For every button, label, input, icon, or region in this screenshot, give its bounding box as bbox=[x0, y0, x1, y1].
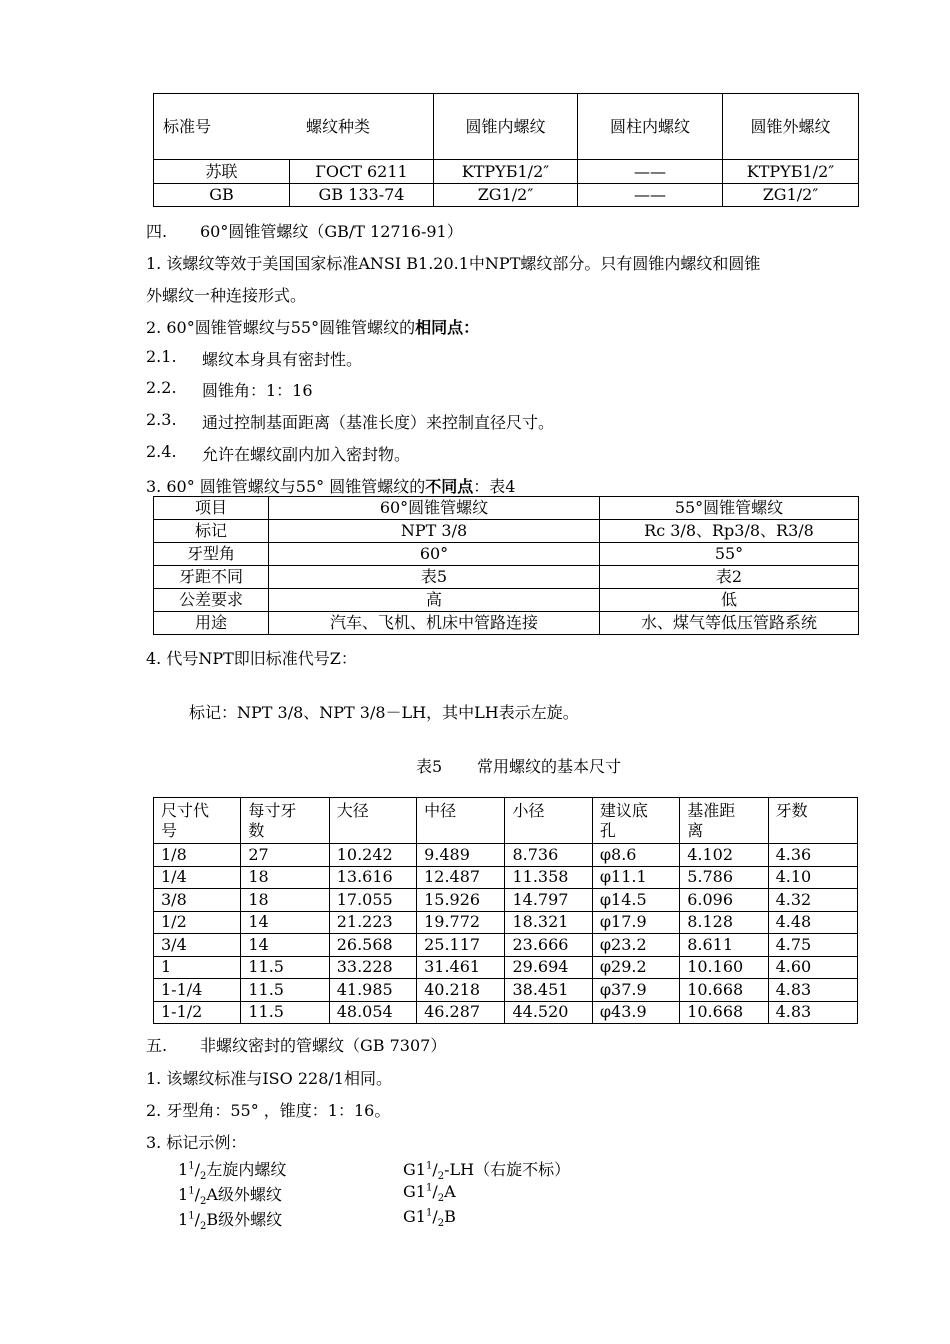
frac-den: 2 bbox=[199, 1221, 207, 1233]
table5-caption: 常用螺纹的基本尺寸 bbox=[477, 757, 622, 776]
table-cell: 4.83 bbox=[768, 979, 857, 1002]
table-cell: 4.75 bbox=[768, 934, 857, 957]
header-line: 牙数 bbox=[775, 801, 808, 820]
header-cell bbox=[154, 94, 434, 160]
table-cell: 牙距不同 bbox=[154, 566, 269, 589]
table-cell: 60° bbox=[269, 543, 600, 566]
code-post: -LH（右旋不标） bbox=[444, 1160, 571, 1179]
table-cell: 牙型角 bbox=[154, 543, 269, 566]
dimensions-table bbox=[153, 797, 858, 1024]
table-cell: 4.60 bbox=[768, 956, 857, 979]
table-cell: 公差要求 bbox=[154, 589, 269, 612]
section4-heading-num: 四. bbox=[146, 222, 168, 241]
table-cell: 10.160 bbox=[680, 956, 768, 979]
table-cell: 26.568 bbox=[329, 934, 416, 957]
example-label: $1^1/_2$左旋内螺纹 bbox=[178, 1160, 287, 1183]
section4-p4: 4. 代号NPT即旧标准代号Z： bbox=[146, 649, 357, 668]
table-cell: 15.926 bbox=[417, 889, 505, 912]
item-num: 2.4. bbox=[146, 442, 177, 461]
table-cell: 10.668 bbox=[680, 1001, 768, 1024]
frac-whole: 1 bbox=[178, 1185, 189, 1204]
example-desc: 左旋内螺纹 bbox=[206, 1160, 287, 1179]
header-line: 小径 bbox=[512, 801, 545, 820]
table-cell: 表2 bbox=[600, 566, 859, 589]
comparison-table bbox=[153, 496, 859, 635]
code-num: 1 bbox=[425, 1182, 433, 1194]
header-cell: 55°圆锥管螺纹 bbox=[600, 497, 859, 520]
table-cell: KTPYБ1/2″ bbox=[723, 160, 859, 184]
table-row bbox=[154, 889, 858, 912]
table-cell: 标记 bbox=[154, 520, 269, 543]
table-cell: 9.489 bbox=[417, 844, 505, 867]
section5-p3: 3. 标记示例： bbox=[146, 1133, 247, 1152]
table-row bbox=[154, 1001, 858, 1024]
code-post: A bbox=[444, 1182, 456, 1201]
item-text: 螺纹本身具有密封性。 bbox=[202, 350, 363, 369]
standards-table bbox=[153, 93, 859, 207]
item-num: 2.1. bbox=[146, 347, 177, 366]
example-label: $1^1/_2A$级外螺纹 bbox=[178, 1185, 282, 1208]
table-row bbox=[154, 956, 858, 979]
section4-p2 bbox=[146, 315, 479, 338]
frac-whole: 1 bbox=[178, 1210, 189, 1229]
table-cell: 18 bbox=[241, 889, 329, 912]
table-cell: 11.358 bbox=[505, 866, 592, 889]
header-line: 每寸牙 bbox=[248, 801, 297, 820]
header-line: 中径 bbox=[424, 801, 457, 820]
header-line: 基准距 bbox=[687, 801, 736, 820]
example-code: $G1^1/_2B$ bbox=[403, 1207, 456, 1230]
table-cell: 19.772 bbox=[417, 911, 505, 934]
header-cell bbox=[505, 798, 592, 844]
header-line: 大径 bbox=[336, 801, 369, 820]
table-cell: 40.218 bbox=[417, 979, 505, 1002]
table-cell: 25.117 bbox=[417, 934, 505, 957]
table-cell: 4.102 bbox=[680, 844, 768, 867]
table-cell: φ37.9 bbox=[592, 979, 679, 1002]
table-cell: φ23.2 bbox=[592, 934, 679, 957]
p3-text: 3. 60° 圆锥管螺纹与55° 圆锥管螺纹的 bbox=[146, 477, 426, 496]
frac-num: 1 bbox=[188, 1185, 195, 1197]
table-cell: ZG1/2″ bbox=[434, 184, 578, 207]
table-cell: 1 bbox=[154, 956, 241, 979]
table-cell: 27 bbox=[241, 844, 329, 867]
table-cell: 14 bbox=[241, 911, 329, 934]
table-cell: 8.736 bbox=[505, 844, 592, 867]
section5-p2: 2. 牙型角：55° ，锥度：1：16。 bbox=[146, 1101, 391, 1120]
header-line: 尺寸代 bbox=[161, 801, 210, 820]
table-cell: 17.055 bbox=[329, 889, 416, 912]
table-cell: 4.36 bbox=[768, 844, 857, 867]
table-cell: 1-1/2 bbox=[154, 1001, 241, 1024]
frac-den: 2 bbox=[199, 1196, 207, 1208]
header-cell bbox=[154, 798, 241, 844]
table-cell: GB 133-74 bbox=[290, 184, 434, 207]
header-line: 号 bbox=[161, 821, 178, 840]
table-cell: 18 bbox=[241, 866, 329, 889]
code-pre: G1 bbox=[403, 1182, 426, 1201]
table-cell: KTPYБ1/2″ bbox=[434, 160, 578, 184]
item-num: 2.2. bbox=[146, 378, 177, 397]
table-cell: 5.786 bbox=[680, 866, 768, 889]
code-den: 2 bbox=[437, 1193, 445, 1205]
table-cell: ZG1/2″ bbox=[723, 184, 859, 207]
table-cell: 21.223 bbox=[329, 911, 416, 934]
table-row bbox=[154, 844, 858, 867]
table-cell: φ11.1 bbox=[592, 866, 679, 889]
table-cell: 1/4 bbox=[154, 866, 241, 889]
p2-bold: 相同点： bbox=[415, 318, 480, 337]
table-cell: 11.5 bbox=[241, 1001, 329, 1024]
table-cell: 1/2 bbox=[154, 911, 241, 934]
frac-num: 1 bbox=[188, 1160, 195, 1172]
header-line: 离 bbox=[687, 821, 704, 840]
table-cell: 44.520 bbox=[505, 1001, 592, 1024]
table-cell: 水、煤气等低压管路系统 bbox=[600, 612, 859, 635]
example-code: $G1^1/_2A$ bbox=[403, 1182, 456, 1205]
table-row bbox=[154, 866, 858, 889]
header-cell: 项目 bbox=[154, 497, 269, 520]
section5-heading: 非螺纹密封的管螺纹（GB 7307） bbox=[200, 1036, 447, 1055]
table-row bbox=[154, 934, 858, 957]
table-cell: φ14.5 bbox=[592, 889, 679, 912]
table-cell: 13.616 bbox=[329, 866, 416, 889]
table-cell: 4.32 bbox=[768, 889, 857, 912]
item-text: 允许在螺纹副内加入密封物。 bbox=[202, 445, 411, 464]
code-den: 2 bbox=[437, 1171, 445, 1183]
table-cell: 10.668 bbox=[680, 979, 768, 1002]
frac-whole: 1 bbox=[178, 1160, 189, 1179]
table-cell: φ17.9 bbox=[592, 911, 679, 934]
table-cell: φ8.6 bbox=[592, 844, 679, 867]
table-cell: 11.5 bbox=[241, 956, 329, 979]
table-cell: φ29.2 bbox=[592, 956, 679, 979]
code-pre: G1 bbox=[403, 1160, 426, 1179]
header-cell: 圆锥外螺纹 bbox=[723, 94, 859, 160]
table-cell: 31.461 bbox=[417, 956, 505, 979]
table-cell: 1-1/4 bbox=[154, 979, 241, 1002]
header-line: 建议底 bbox=[599, 801, 648, 820]
table-cell: 11.5 bbox=[241, 979, 329, 1002]
header-line: 数 bbox=[248, 821, 265, 840]
header-cell: 圆柱内螺纹 bbox=[578, 94, 723, 160]
section4-p3 bbox=[146, 474, 515, 497]
frac-den: 2 bbox=[199, 1171, 207, 1183]
example-desc: A级外螺纹 bbox=[206, 1185, 282, 1204]
table-cell: 4.48 bbox=[768, 911, 857, 934]
table-cell: GB bbox=[154, 184, 290, 207]
table-cell: 12.487 bbox=[417, 866, 505, 889]
table-cell: 6.096 bbox=[680, 889, 768, 912]
header-cell bbox=[768, 798, 857, 844]
table-row bbox=[154, 979, 858, 1002]
npt-mark-example: 标记：NPT 3/8、NPT 3/8－LH，其中LH表示左旋。 bbox=[189, 703, 579, 722]
table-cell: 33.228 bbox=[329, 956, 416, 979]
table-cell: 41.985 bbox=[329, 979, 416, 1002]
code-num: 1 bbox=[425, 1160, 433, 1172]
table-cell: φ43.9 bbox=[592, 1001, 679, 1024]
table-cell: —— bbox=[578, 184, 723, 207]
item-text: 圆锥角：1：16 bbox=[202, 381, 313, 400]
table-cell: ГОСТ 6211 bbox=[290, 160, 434, 184]
table-cell: 10.242 bbox=[329, 844, 416, 867]
table-cell: 用途 bbox=[154, 612, 269, 635]
header-cell bbox=[592, 798, 679, 844]
table-cell: 表5 bbox=[269, 566, 600, 589]
header-cell bbox=[329, 798, 416, 844]
code-den: 2 bbox=[437, 1218, 445, 1230]
table-cell: 4.10 bbox=[768, 866, 857, 889]
header-cell bbox=[680, 798, 768, 844]
table-cell: 48.054 bbox=[329, 1001, 416, 1024]
table-cell: 14 bbox=[241, 934, 329, 957]
table-cell: 29.694 bbox=[505, 956, 592, 979]
table-cell: 3/8 bbox=[154, 889, 241, 912]
table5-caption-num: 表5 bbox=[416, 757, 443, 776]
section4-heading: 60°圆锥管螺纹（GB/T 12716-91） bbox=[200, 222, 463, 241]
example-label: $1^1/_2B$级外螺纹 bbox=[178, 1210, 283, 1233]
header-standard-no: 标准号 bbox=[163, 117, 212, 136]
table-cell: 8.128 bbox=[680, 911, 768, 934]
section4-p1-line2: 外螺纹一种连接形式。 bbox=[146, 286, 307, 305]
item-text: 通过控制基面距离（基准长度）来控制直径尺寸。 bbox=[202, 413, 555, 432]
code-post: B bbox=[444, 1207, 456, 1226]
p3-post: ：表4 bbox=[473, 477, 516, 496]
header-thread-type: 螺纹种类 bbox=[306, 117, 371, 136]
p2-text: 2. 60°圆锥管螺纹与55°圆锥管螺纹的 bbox=[146, 318, 416, 337]
table-row bbox=[154, 911, 858, 934]
table-cell: 23.666 bbox=[505, 934, 592, 957]
table-cell: 14.797 bbox=[505, 889, 592, 912]
p3-bold: 不同点 bbox=[425, 477, 474, 496]
code-num: 1 bbox=[425, 1207, 433, 1219]
code-pre: G1 bbox=[403, 1207, 426, 1226]
table-cell: Rc 3/8、Rp3/8、R3/8 bbox=[600, 520, 859, 543]
table-cell: 4.83 bbox=[768, 1001, 857, 1024]
table-cell: 38.451 bbox=[505, 979, 592, 1002]
section5-heading-num: 五. bbox=[146, 1036, 168, 1055]
example-desc: B级外螺纹 bbox=[206, 1210, 283, 1229]
table-cell: 汽车、飞机、机床中管路连接 bbox=[269, 612, 600, 635]
header-cell bbox=[241, 798, 329, 844]
table-cell: 55° bbox=[600, 543, 859, 566]
table-cell: 3/4 bbox=[154, 934, 241, 957]
frac-num: 1 bbox=[188, 1210, 195, 1222]
header-cell: 圆锥内螺纹 bbox=[434, 94, 578, 160]
table-cell: 1/8 bbox=[154, 844, 241, 867]
table-cell: NPT 3/8 bbox=[269, 520, 600, 543]
table-cell: 18.321 bbox=[505, 911, 592, 934]
table-cell: 高 bbox=[269, 589, 600, 612]
header-cell bbox=[417, 798, 505, 844]
section5-p1: 1. 该螺纹标准与ISO 228/1相同。 bbox=[146, 1069, 392, 1088]
table-cell: —— bbox=[578, 160, 723, 184]
section4-p1-line1: 1. 该螺纹等效于美国国家标准ANSI B1.20.1中NPT螺纹部分。只有圆锥内螺纹和圆锥 bbox=[146, 254, 761, 273]
table-cell: 46.287 bbox=[417, 1001, 505, 1024]
table-cell: 苏联 bbox=[154, 160, 290, 184]
example-code: $G1^1/_2-LH$（右旋不标） bbox=[403, 1160, 571, 1183]
table-cell: 8.611 bbox=[680, 934, 768, 957]
item-num: 2.3. bbox=[146, 410, 177, 429]
header-line: 孔 bbox=[599, 821, 616, 840]
table-cell: 低 bbox=[600, 589, 859, 612]
header-cell: 60°圆锥管螺纹 bbox=[269, 497, 600, 520]
